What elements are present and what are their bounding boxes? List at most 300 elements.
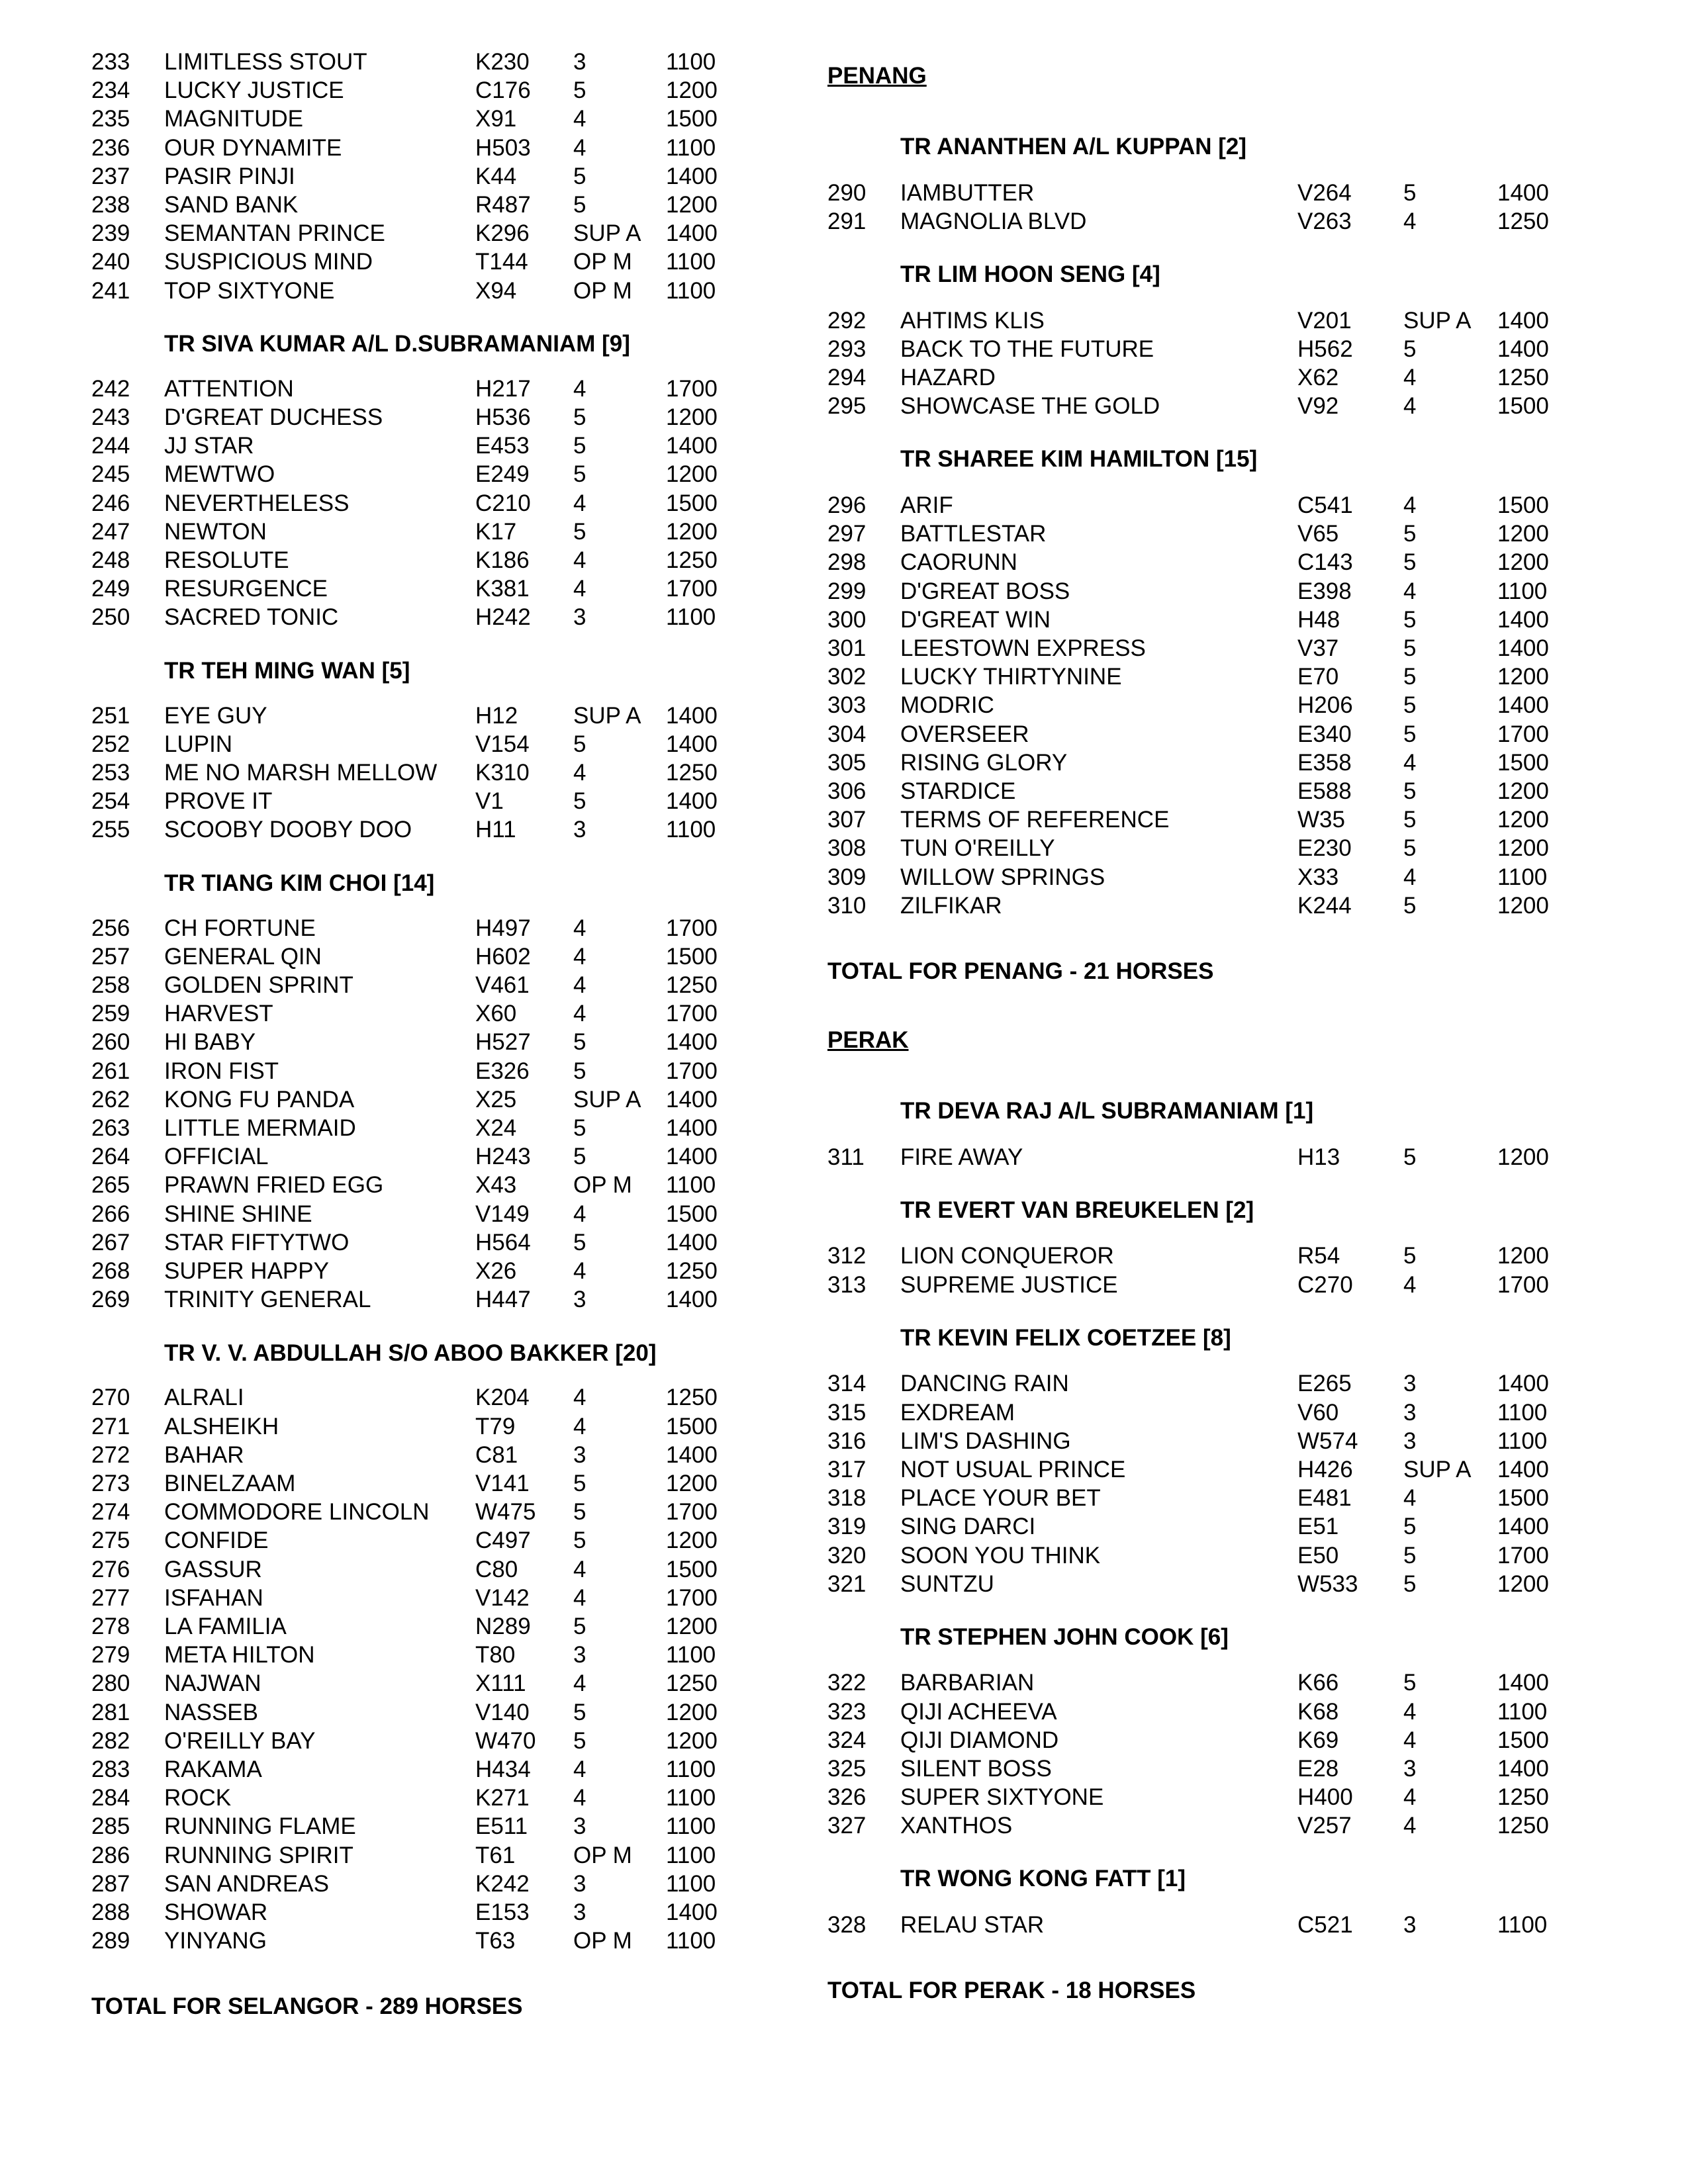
horse-name: ALSHEIKH — [164, 1413, 279, 1439]
horse-class: 4 — [1403, 393, 1417, 420]
horse-name: MAGNOLIA BLVD — [900, 208, 1087, 234]
horse-class: 5 — [573, 788, 586, 815]
horse-brand: V264 — [1297, 179, 1352, 206]
horse-brand: H503 — [475, 134, 531, 161]
horse-class: OP M — [573, 277, 632, 304]
horse-brand: H217 — [475, 375, 531, 402]
horse-class: 5 — [1403, 807, 1417, 833]
horse-number: 264 — [91, 1144, 130, 1170]
horse-class: 5 — [1403, 1514, 1417, 1540]
horse-number: 240 — [91, 249, 130, 275]
horse-name: RISING GLORY — [900, 749, 1068, 776]
horse-brand: W533 — [1297, 1570, 1358, 1597]
horse-brand: T144 — [475, 249, 528, 275]
horse-name: EYE GUY — [164, 702, 267, 729]
horse-number: 233 — [91, 49, 130, 75]
horse-distance: 1100 — [666, 277, 716, 304]
horse-distance: 1250 — [1497, 1784, 1549, 1811]
horse-number: 292 — [827, 307, 867, 334]
horse-class: 4 — [573, 915, 586, 941]
horse-name: RAKAMA — [164, 1756, 262, 1782]
trainer-header: TR TEH MING WAN [5] — [164, 657, 410, 684]
horse-name: EXDREAM — [900, 1399, 1015, 1426]
horse-name: LEESTOWN EXPRESS — [900, 635, 1146, 661]
horse-distance: 1500 — [666, 106, 718, 132]
horse-brand: X94 — [475, 277, 517, 304]
horse-name: TUN O'REILLY — [900, 835, 1055, 862]
horse-brand: E249 — [475, 461, 530, 488]
horse-name: SAND BANK — [164, 192, 299, 218]
horse-distance: 1400 — [1497, 635, 1549, 661]
horse-name: SHOWCASE THE GOLD — [900, 393, 1160, 420]
horse-class: 5 — [1403, 664, 1417, 690]
horse-brand: X91 — [475, 106, 517, 132]
horse-class: SUP A — [1403, 1456, 1472, 1482]
horse-distance: 1100 — [666, 1870, 716, 1897]
horse-distance: 1250 — [1497, 208, 1549, 234]
horse-name: CAORUNN — [900, 549, 1017, 576]
horse-name: LUCKY THIRTYNINE — [900, 664, 1122, 690]
horse-brand: V201 — [1297, 307, 1352, 334]
horse-number: 253 — [91, 760, 130, 786]
horse-class: SUP A — [1403, 307, 1472, 334]
horse-name: PASIR PINJI — [164, 163, 295, 189]
horse-name: SEMANTAN PRINCE — [164, 220, 385, 247]
horse-brand: V1 — [475, 788, 504, 815]
horse-distance: 1100 — [666, 249, 716, 275]
horse-distance: 1400 — [1497, 1456, 1549, 1482]
horse-brand: X24 — [475, 1115, 517, 1141]
region-total: TOTAL FOR PERAK - 18 HORSES — [827, 1978, 1196, 2004]
horse-number: 246 — [91, 490, 130, 516]
horse-distance: 1500 — [1497, 1485, 1549, 1512]
trainer-header: TR LIM HOON SENG [4] — [900, 261, 1160, 287]
trainer-header: TR KEVIN FELIX COETZEE [8] — [900, 1324, 1231, 1351]
horse-number: 328 — [827, 1912, 867, 1938]
horse-name: BATTLESTAR — [900, 521, 1047, 547]
horse-distance: 1400 — [1497, 179, 1549, 206]
horse-name: META HILTON — [164, 1642, 315, 1668]
horse-distance: 1700 — [666, 576, 718, 602]
horse-number: 327 — [827, 1813, 867, 1839]
horse-distance: 1100 — [666, 1928, 716, 1954]
horse-brand: V154 — [475, 731, 530, 757]
horse-brand: X62 — [1297, 365, 1339, 390]
horse-class: 5 — [1403, 835, 1417, 862]
horse-class: 3 — [573, 817, 586, 843]
horse-name: HI BABY — [164, 1029, 256, 1056]
horse-class: 4 — [573, 1670, 586, 1697]
horse-name: WILLOW SPRINGS — [900, 864, 1105, 890]
horse-brand: N289 — [475, 1614, 531, 1639]
horse-number: 245 — [91, 461, 130, 488]
horse-name: TERMS OF REFERENCE — [900, 807, 1170, 833]
horse-brand: K381 — [475, 576, 530, 602]
horse-brand: H400 — [1297, 1784, 1353, 1811]
horse-brand: C210 — [475, 490, 531, 516]
horse-name: MEWTWO — [164, 461, 275, 488]
horse-number: 321 — [827, 1570, 867, 1597]
horse-class: 5 — [1403, 336, 1417, 362]
horse-brand: E326 — [475, 1058, 530, 1084]
horse-name: D'GREAT WIN — [900, 606, 1051, 633]
horse-brand: V92 — [1297, 393, 1339, 420]
horse-class: 4 — [1403, 1727, 1417, 1753]
horse-number: 278 — [91, 1614, 130, 1639]
horse-brand: E265 — [1297, 1371, 1352, 1397]
horse-number: 287 — [91, 1870, 130, 1897]
horse-distance: 1250 — [666, 1385, 718, 1411]
horse-number: 238 — [91, 192, 130, 218]
horse-class: 5 — [573, 1699, 586, 1725]
region-total: TOTAL FOR PENANG - 21 HORSES — [827, 958, 1214, 984]
horse-brand: X26 — [475, 1258, 517, 1284]
horse-brand: V60 — [1297, 1399, 1339, 1426]
horse-class: 5 — [573, 1499, 586, 1525]
horse-number: 304 — [827, 721, 867, 747]
horse-name: SUPER HAPPY — [164, 1258, 329, 1284]
horse-brand: V461 — [475, 972, 530, 998]
horse-class: 3 — [573, 1899, 586, 1925]
horse-distance: 1700 — [1497, 721, 1549, 747]
horse-name: ZILFIKAR — [900, 892, 1002, 919]
horse-class: 5 — [1403, 1144, 1417, 1170]
horse-class: OP M — [573, 249, 632, 275]
horse-brand: C270 — [1297, 1271, 1353, 1298]
horse-class: 3 — [573, 604, 586, 631]
horse-number: 280 — [91, 1670, 130, 1697]
horse-name: SUNTZU — [900, 1570, 994, 1597]
horse-name: CH FORTUNE — [164, 915, 316, 941]
horse-name: O'REILLY BAY — [164, 1727, 316, 1754]
horse-class: 5 — [1403, 1243, 1417, 1269]
horse-distance: 1200 — [1497, 892, 1549, 919]
horse-distance: 1400 — [666, 1287, 718, 1313]
horse-number: 286 — [91, 1842, 130, 1868]
horse-number: 324 — [827, 1727, 867, 1753]
horse-number: 273 — [91, 1471, 130, 1496]
trainer-header: TR STEPHEN JOHN COOK [6] — [900, 1623, 1229, 1650]
horse-number: 316 — [827, 1428, 867, 1454]
horse-distance: 1200 — [1497, 835, 1549, 862]
horse-number: 242 — [91, 375, 130, 402]
horse-class: 4 — [1403, 365, 1417, 390]
horse-class: 5 — [573, 1727, 586, 1754]
horse-distance: 1500 — [666, 1556, 718, 1582]
horse-distance: 1400 — [666, 163, 718, 189]
horse-brand: T79 — [475, 1413, 516, 1439]
horse-number: 269 — [91, 1287, 130, 1313]
trainer-header: TR V. V. ABDULLAH S/O ABOO BAKKER [20] — [164, 1340, 657, 1366]
horse-number: 248 — [91, 547, 130, 573]
horse-number: 309 — [827, 864, 867, 890]
horse-class: 5 — [1403, 1670, 1417, 1696]
horse-name: D'GREAT BOSS — [900, 578, 1070, 604]
horse-number: 313 — [827, 1271, 867, 1298]
horse-distance: 1100 — [666, 1813, 716, 1840]
horse-number: 255 — [91, 817, 130, 843]
horse-distance: 1250 — [666, 1670, 718, 1697]
horse-distance: 1200 — [666, 518, 718, 545]
horse-number: 277 — [91, 1584, 130, 1611]
horse-brand: C541 — [1297, 492, 1353, 518]
horse-number: 265 — [91, 1172, 130, 1199]
horse-name: SUSPICIOUS MIND — [164, 249, 373, 275]
horse-brand: T61 — [475, 1842, 516, 1868]
horse-number: 254 — [91, 788, 130, 815]
horse-name: RESOLUTE — [164, 547, 289, 573]
horse-number: 262 — [91, 1086, 130, 1113]
horse-name: IRON FIST — [164, 1058, 279, 1084]
horse-class: 5 — [1403, 778, 1417, 804]
horse-class: 4 — [1403, 492, 1417, 518]
horse-distance: 1100 — [1497, 1399, 1548, 1426]
horse-class: 5 — [1403, 549, 1417, 576]
horse-brand: E28 — [1297, 1756, 1339, 1782]
horse-number: 257 — [91, 943, 130, 970]
horse-brand: W574 — [1297, 1428, 1358, 1454]
horse-name: PLACE YOUR BET — [900, 1485, 1101, 1512]
horse-class: 5 — [573, 1614, 586, 1639]
horse-brand: R54 — [1297, 1243, 1340, 1269]
horse-class: 5 — [1403, 521, 1417, 547]
horse-name: KONG FU PANDA — [164, 1086, 355, 1113]
horse-brand: W470 — [475, 1727, 536, 1754]
horse-number: 235 — [91, 106, 130, 132]
horse-number: 256 — [91, 915, 130, 941]
horse-number: 276 — [91, 1556, 130, 1582]
horse-name: LUPIN — [164, 731, 233, 757]
horse-distance: 1100 — [666, 134, 716, 161]
horse-distance: 1400 — [666, 702, 718, 729]
horse-distance: 1100 — [666, 604, 716, 631]
horse-number: 259 — [91, 1001, 130, 1027]
horse-class: OP M — [573, 1172, 632, 1199]
horse-distance: 1100 — [1497, 578, 1548, 604]
horse-name: CONFIDE — [164, 1527, 269, 1554]
horse-distance: 1700 — [1497, 1542, 1549, 1569]
horse-number: 314 — [827, 1371, 867, 1397]
horse-number: 297 — [827, 521, 867, 547]
horse-number: 271 — [91, 1413, 130, 1439]
horse-distance: 1400 — [1497, 1756, 1549, 1782]
horse-name: STAR FIFTYTWO — [164, 1229, 350, 1255]
horse-distance: 1700 — [666, 1584, 718, 1611]
horse-distance: 1250 — [1497, 365, 1549, 390]
horse-class: 3 — [1403, 1756, 1417, 1782]
horse-class: 3 — [573, 1870, 586, 1897]
horse-class: 4 — [573, 1556, 586, 1582]
horse-name: GASSUR — [164, 1556, 262, 1582]
horse-name: NOT USUAL PRINCE — [900, 1456, 1126, 1482]
horse-number: 284 — [91, 1785, 130, 1811]
horse-distance: 1500 — [1497, 749, 1549, 776]
horse-distance: 1100 — [666, 1756, 716, 1782]
horse-name: IAMBUTTER — [900, 179, 1035, 206]
horse-class: SUP A — [573, 220, 641, 247]
horse-brand: R487 — [475, 192, 531, 218]
horse-number: 283 — [91, 1756, 130, 1782]
horse-name: QIJI DIAMOND — [900, 1727, 1059, 1753]
horse-distance: 1500 — [1497, 492, 1549, 518]
horse-number: 326 — [827, 1784, 867, 1811]
horse-class: 5 — [1403, 179, 1417, 206]
horse-class: OP M — [573, 1928, 632, 1954]
horse-brand: H447 — [475, 1287, 531, 1313]
horse-distance: 1400 — [666, 1029, 718, 1056]
horse-number: 272 — [91, 1441, 130, 1468]
horse-name: SOON YOU THINK — [900, 1542, 1101, 1569]
horse-class: 4 — [1403, 749, 1417, 776]
horse-brand: E153 — [475, 1899, 530, 1925]
horse-brand: X43 — [475, 1172, 517, 1199]
horse-number: 325 — [827, 1756, 867, 1782]
horse-distance: 1400 — [666, 1144, 718, 1170]
horse-distance: 1200 — [1497, 778, 1549, 804]
horse-class: 3 — [1403, 1912, 1417, 1938]
horse-name: NEVERTHELESS — [164, 490, 350, 516]
horse-class: 5 — [573, 518, 586, 545]
horse-distance: 1200 — [666, 1614, 718, 1639]
horse-class: 5 — [573, 1029, 586, 1056]
horse-number: 243 — [91, 404, 130, 430]
horse-class: 5 — [573, 461, 586, 488]
horse-class: 3 — [573, 1642, 586, 1668]
horse-distance: 1400 — [1497, 692, 1549, 719]
horse-name: OFFICIAL — [164, 1144, 269, 1170]
horse-number: 311 — [827, 1144, 865, 1170]
horse-class: 4 — [573, 943, 586, 970]
horse-number: 300 — [827, 606, 867, 633]
horse-distance: 1700 — [1497, 1271, 1549, 1298]
horse-distance: 1200 — [1497, 1144, 1549, 1170]
horse-distance: 1500 — [666, 1201, 718, 1227]
horse-distance: 1500 — [666, 943, 718, 970]
horse-distance: 1400 — [1497, 336, 1549, 362]
horse-name: PROVE IT — [164, 788, 273, 815]
horse-distance: 1100 — [1497, 1912, 1548, 1938]
horse-class: 4 — [573, 1785, 586, 1811]
horse-brand: C497 — [475, 1527, 531, 1554]
horse-name: SCOOBY DOOBY DOO — [164, 817, 412, 843]
horse-brand: K296 — [475, 220, 530, 247]
horse-distance: 1700 — [666, 915, 718, 941]
horse-name: NEWTON — [164, 518, 267, 545]
horse-number: 320 — [827, 1542, 867, 1569]
horse-distance: 1400 — [666, 1115, 718, 1141]
horse-number: 285 — [91, 1813, 130, 1840]
horse-class: 3 — [573, 1287, 586, 1313]
horse-name: XANTHOS — [900, 1813, 1013, 1839]
horse-brand: K310 — [475, 760, 530, 786]
horse-name: YINYANG — [164, 1928, 267, 1954]
horse-number: 299 — [827, 578, 867, 604]
horse-brand: H11 — [475, 817, 516, 843]
horse-number: 293 — [827, 336, 867, 362]
horse-class: 5 — [573, 1471, 586, 1496]
total-selangor: TOTAL FOR SELANGOR - 289 HORSES — [91, 1993, 523, 2020]
horse-class: 3 — [573, 1441, 586, 1468]
horse-number: 310 — [827, 892, 867, 919]
horse-distance: 1400 — [666, 1441, 718, 1468]
horse-brand: V257 — [1297, 1813, 1352, 1839]
horse-class: 4 — [573, 134, 586, 161]
horse-brand: E70 — [1297, 664, 1339, 690]
horse-class: 4 — [1403, 1784, 1417, 1811]
horse-number: 315 — [827, 1399, 867, 1426]
horse-name: DANCING RAIN — [900, 1371, 1069, 1397]
horse-brand: E511 — [475, 1813, 528, 1840]
horse-distance: 1200 — [1497, 1570, 1549, 1597]
horse-number: 241 — [91, 277, 130, 304]
horse-name: LITTLE MERMAID — [164, 1115, 356, 1141]
horse-distance: 1100 — [666, 49, 716, 75]
horse-distance: 1250 — [1497, 1813, 1549, 1839]
horse-number: 260 — [91, 1029, 130, 1056]
horse-number: 290 — [827, 179, 867, 206]
horse-number: 303 — [827, 692, 867, 719]
horse-brand: X111 — [475, 1670, 526, 1697]
horse-name: ATTENTION — [164, 375, 294, 402]
horse-name: BACK TO THE FUTURE — [900, 336, 1154, 362]
horse-class: 4 — [573, 1258, 586, 1284]
horse-distance: 1200 — [1497, 521, 1549, 547]
horse-distance: 1250 — [666, 547, 718, 573]
horse-class: 5 — [573, 192, 586, 218]
horse-number: 281 — [91, 1699, 130, 1725]
horse-class: 5 — [573, 731, 586, 757]
horse-class: 4 — [573, 106, 586, 132]
horse-brand: E358 — [1297, 749, 1352, 776]
horse-name: OUR DYNAMITE — [164, 134, 342, 161]
horse-brand: H434 — [475, 1756, 531, 1782]
horse-brand: H48 — [1297, 606, 1340, 633]
horse-brand: X60 — [475, 1001, 517, 1027]
horse-distance: 1100 — [666, 1172, 716, 1199]
horse-name: TRINITY GENERAL — [164, 1287, 371, 1313]
horse-number: 305 — [827, 749, 867, 776]
horse-distance: 1100 — [666, 1642, 716, 1668]
horse-brand: E398 — [1297, 578, 1352, 604]
horse-name: SAN ANDREAS — [164, 1870, 329, 1897]
horse-brand: H564 — [475, 1229, 531, 1255]
horse-name: SUPER SIXTYONE — [900, 1784, 1104, 1811]
horse-number: 270 — [91, 1385, 130, 1411]
horse-brand: K230 — [475, 49, 530, 75]
horse-class: 5 — [573, 1058, 586, 1084]
horse-distance: 1200 — [666, 1471, 718, 1496]
horse-brand: E588 — [1297, 778, 1352, 804]
horse-brand: T80 — [475, 1642, 516, 1668]
horse-distance: 1400 — [1497, 1670, 1549, 1696]
trainer-header: TR SIVA KUMAR A/L D.SUBRAMANIAM [9] — [164, 331, 630, 357]
trainer-header: TR ANANTHEN A/L KUPPAN [2] — [900, 134, 1247, 159]
horse-name: GENERAL QIN — [164, 943, 322, 970]
horse-distance: 1200 — [1497, 664, 1549, 690]
horse-brand: E453 — [475, 433, 530, 459]
horse-number: 322 — [827, 1670, 867, 1696]
horse-brand: K44 — [475, 163, 517, 189]
horse-class: 3 — [1403, 1399, 1417, 1426]
horse-distance: 1100 — [666, 817, 716, 843]
horse-name: LIM'S DASHING — [900, 1428, 1071, 1454]
horse-number: 289 — [91, 1928, 130, 1954]
horse-number: 282 — [91, 1727, 130, 1754]
horse-number: 267 — [91, 1229, 130, 1255]
horse-number: 288 — [91, 1899, 130, 1925]
horse-distance: 1400 — [1497, 606, 1549, 633]
region-heading: PENANG — [827, 63, 927, 89]
